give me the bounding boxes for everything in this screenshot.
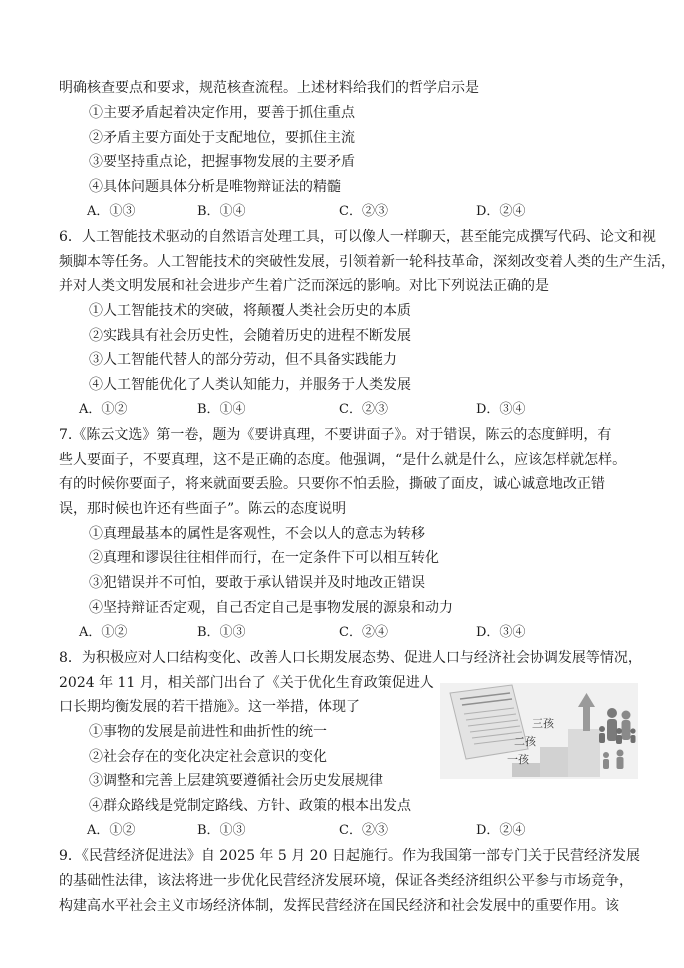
q7-choice-c[interactable]: C．②④ <box>339 625 388 640</box>
q9-stem-line-1: 9．《民营经济促进法》自 2025 年 5 月 20 日起施行。作为我国第一部专门关于民营经济发展 <box>59 848 640 864</box>
q5-choice-d[interactable]: D．②④ <box>476 204 526 219</box>
q7-statement-1: ①真理最基本的属性是客观性，不会以人的意志为转移 <box>89 526 425 542</box>
q6-stem-line-3: 并对人类文明发展和社会进步产生着广泛而深远的影响。对比下列说法正确的是 <box>59 278 549 294</box>
q5-statement-2: ②矛盾主要方面处于支配地位，要抓住主流 <box>89 130 355 146</box>
q8-choice-b[interactable]: B．①③ <box>197 823 246 838</box>
label-two-children: 二孩 <box>514 735 536 748</box>
q8-statement-2: ②社会存在的变化决定社会意识的变化 <box>89 749 327 765</box>
q7-statement-2: ②真理和谬误往往相伴而行，在一定条件下可以相互转化 <box>89 550 439 566</box>
q5-statement-1: ①主要矛盾起着决定作用，要善于抓住重点 <box>89 105 355 121</box>
q6-choice-a[interactable]: A．①② <box>79 402 128 417</box>
q8-statement-4: ④群众路线是党制定路线、方针、政策的根本出发点 <box>89 798 411 814</box>
q8-statement-3: ③调整和完善上层建筑要遵循社会历史发展规律 <box>89 773 383 789</box>
q8-stem-line-2: 2024 年 11 月，相关部门出台了《关于优化生育政策促进人 <box>59 675 434 691</box>
q8-statement-1: ①事物的发展是前进性和曲折性的统一 <box>89 724 327 740</box>
q6-statement-2: ②实践具有社会历史性，会随着历史的进程不断发展 <box>89 328 411 344</box>
q6-choice-b[interactable]: B．①④ <box>197 402 246 417</box>
q8-choice-c[interactable]: C．②③ <box>339 823 388 838</box>
q6-statement-1: ①人工智能技术的突破，将颠覆人类社会历史的本质 <box>89 303 411 319</box>
label-one-child: 一孩 <box>507 753 529 766</box>
q7-statement-4: ④坚持辩证否定观，自己否定自己是事物发展的源泉和动力 <box>89 600 453 616</box>
q5-statement-3: ③要坚持重点论，把握事物发展的主要矛盾 <box>89 154 355 170</box>
rising-arrow <box>578 693 595 731</box>
family-figures-lower <box>603 750 624 770</box>
q5-choice-b[interactable]: B．①④ <box>197 204 246 219</box>
q8-illustration-graphic <box>440 683 638 779</box>
q5-choice-a[interactable]: A．①③ <box>87 204 136 219</box>
q7-stem-line-2: 些人要面子，不要真理，这不是正确的态度。他强调，“是什么就是什么，应该怎样就怎样。 <box>59 452 627 468</box>
q5-statement-4: ④具体问题具体分析是唯物辩证法的精髓 <box>89 179 341 195</box>
q6-statement-3: ③人工智能代替人的部分劳动，但不具备实践能力 <box>89 352 397 368</box>
q5-choice-c[interactable]: C．②③ <box>339 204 388 219</box>
q7-stem-line-3: 有的时候你要面子，将来就面要丢脸。只要你不怕丢脸，撕破了面皮，诚心诚意地改正错 <box>59 476 605 492</box>
q8-stem-line-3: 口长期均衡发展的若干措施》。这一举措，体现了 <box>59 699 360 715</box>
q9-stem-line-3: 构建高水平社会主义市场经济体制，发挥民营经济在国民经济和社会发展中的重要作用。该 <box>59 898 619 914</box>
q7-choice-d[interactable]: D．③④ <box>476 625 526 640</box>
q6-stem-line-2: 频脚本等任务。人工智能技术的突破性发展，引领着新一轮科技革命，深刻改变着人类的生产生活， <box>59 254 675 270</box>
q6-stem-line-1: 6．人工智能技术驱动的自然语言处理工具，可以像人一样聊天，甚至能完成撰写代码、论文和视 <box>59 229 656 245</box>
label-three-children: 三孩 <box>532 717 554 730</box>
family-figures <box>599 708 636 744</box>
q8-choice-d[interactable]: D．②④ <box>476 823 526 838</box>
q8-stem-line-1: 8．为积极应对人口结构变化、改善人口长期发展态势、促进人口与经济社会协调发展等情况， <box>59 650 642 666</box>
q7-stem-line-1: 7.《陈云文选》第一卷，题为《要讲真理，不要讲面子》。对于错误，陈云的态度鲜明，有 <box>59 427 612 443</box>
q7-choice-a[interactable]: A．①② <box>79 625 128 640</box>
q9-stem-line-2: 的基础性法律，该法将进一步优化民营经济发展环境，保证各类经济组织公平参与市场竞争， <box>59 873 633 889</box>
q7-choice-b[interactable]: B．①③ <box>197 625 246 640</box>
q6-statement-4: ④人工智能优化了人类认知能力，并服务于人类发展 <box>89 377 411 393</box>
q8-policy-illustration <box>440 683 638 779</box>
q5-stem-end: 明确核查要点和要求，规范核查流程。上述材料给我们的哲学启示是 <box>59 80 479 96</box>
q6-choice-c[interactable]: C．②③ <box>339 402 388 417</box>
q7-stem-line-4: 误，那时候也许还有些面子”。陈云的态度说明 <box>59 501 347 517</box>
q7-statement-3: ③犯错误并不可怕，要敢于承认错误并及时地改正错误 <box>89 575 425 591</box>
q8-choice-a[interactable]: A．①② <box>87 823 136 838</box>
q6-choice-d[interactable]: D．③④ <box>476 402 526 417</box>
